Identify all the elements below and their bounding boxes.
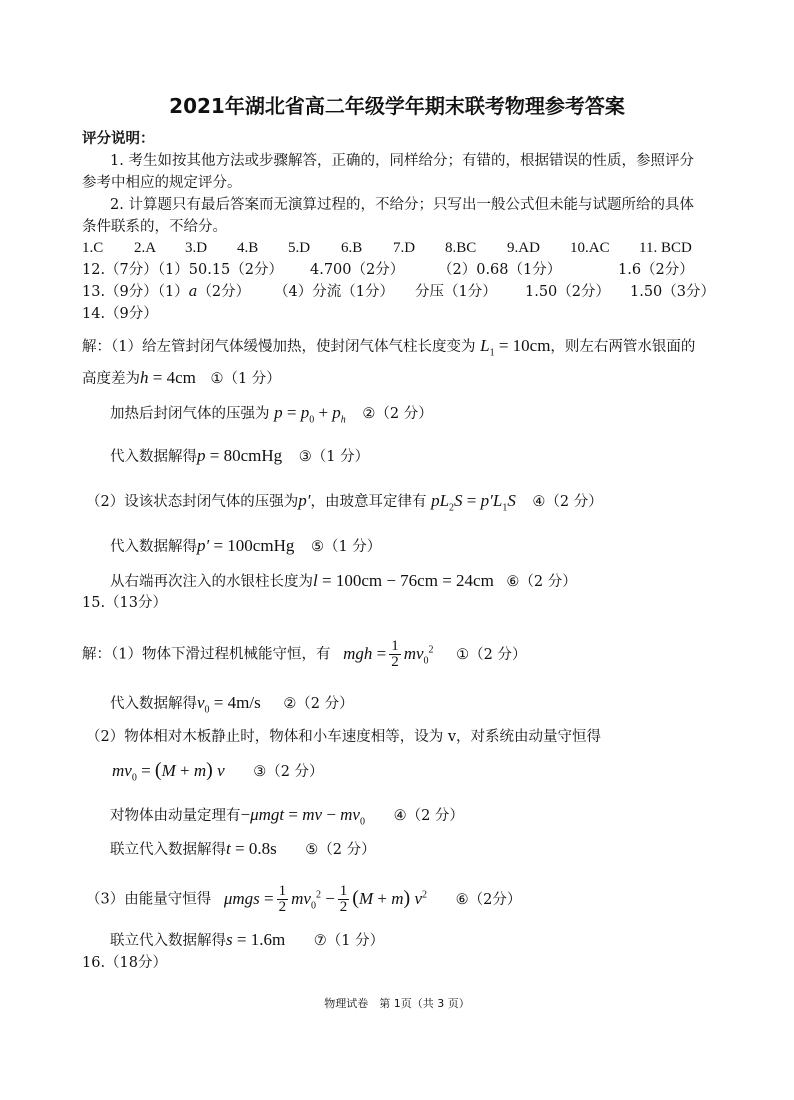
choice-answer: 4.B xyxy=(237,240,259,256)
choice-answer: 6.B xyxy=(341,240,363,256)
q13-part3: 分压（1分） xyxy=(415,284,497,300)
q15-mark-1: ①（2 分） xyxy=(456,646,527,663)
q14-line-6: 代入数据解得p′ = 100cmHg ⑤（1 分） xyxy=(110,536,382,555)
q13-part5: 1.50（3分） xyxy=(630,284,716,300)
q15-mark-4: ④（2 分） xyxy=(393,808,464,824)
choice-answer: 3.D xyxy=(185,240,208,256)
q14-heading: 14.（9分） xyxy=(82,306,158,322)
page-title: 2021年湖北省高二年级学年期末联考物理参考答案 xyxy=(169,94,625,118)
q13-part4: 1.50（2分） xyxy=(525,284,611,300)
choice-answer: 7.D xyxy=(393,240,416,256)
choice-answer: 1.C xyxy=(82,240,104,256)
q13-part2: （4）分流（1分） xyxy=(274,284,394,300)
q13-part1: 13.（9分）（1） xyxy=(82,284,189,300)
q14-mark-5: ⑤（1 分） xyxy=(310,539,382,555)
scoring-rule-1a: 1. 考生如按其他方法或步骤解答，正确的，同样给分；有错的，根据错误的性质，参照评分 xyxy=(110,153,694,169)
q12-part3: （2）0.68（1分） xyxy=(438,262,562,278)
choice-answer: 2.A xyxy=(134,240,157,256)
q12-part4: 1.6（2分） xyxy=(618,262,694,278)
q16-heading: 16.（18分） xyxy=(82,955,168,971)
q14-line-7: 从右端再次注入的水银柱长度为l = 100cm − 76cm = 24cm ⑥（2 分） xyxy=(110,571,577,590)
q13-part1-score: （2分） xyxy=(197,284,251,300)
q14-eq-l: l = 100cm − 76cm = 24cm xyxy=(313,571,494,590)
q15-mark-3: ③（2 分） xyxy=(253,764,324,780)
choice-answer: 5.D xyxy=(288,240,311,256)
q15-line-4 xyxy=(112,761,324,787)
q15-mark-6: ⑥（2分） xyxy=(455,891,522,908)
choice-answer: 9.AD xyxy=(507,240,540,256)
q12-part2: 4.700（2分） xyxy=(310,262,405,278)
q14-eq-p-prime-value: p′ = 100cmHg xyxy=(197,536,295,555)
q12-part1: 12.（7分）（1）50.15（2分） xyxy=(82,262,283,278)
q15-eq-v0: $v_0 = 4m/s$ xyxy=(197,693,261,716)
q15-mark-2: ②（2 分） xyxy=(283,696,354,712)
q14-mark-6: ⑥（2 分） xyxy=(506,574,577,590)
q14-eq-p: $p = p_0 + p_h$ xyxy=(274,403,346,426)
q15-eq-impulse: −μmgt = mv − $mv_0$ xyxy=(240,805,365,828)
q13-var-a: a xyxy=(188,284,198,300)
q15-line-8: 联立代入数据解得s = 1.6m ⑦（1 分） xyxy=(110,930,385,949)
q15-line-1: 解：（1）物体下滑过程机械能守恒，有 mgh = $\frac{1}{2}$ $mv_0^2$ ①（2 分） xyxy=(82,638,527,670)
q15-eq-energy: mgh = xyxy=(343,643,387,663)
q13-line xyxy=(82,283,716,301)
q15-eq-energy-conservation: μmgs = xyxy=(223,888,274,908)
scoring-heading: 评分说明： xyxy=(82,131,155,147)
choice-answer: 11. BCD xyxy=(639,240,692,256)
q14-line-3: 加热后封闭气体的压强为 $p = p_0 + p_h$ ②（2 分） xyxy=(110,403,433,426)
q14-line-2: 高度差为h = 4cm ①（1 分） xyxy=(82,368,281,387)
q15-mark-5: ⑤（2 分） xyxy=(305,842,376,858)
q15-line-2: 代入数据解得$v_0 = 4m/s$ ②（2 分） xyxy=(110,693,354,716)
q15-line-7: （3）由能量守恒得 μmgs = $\frac{1}{2}$ $mv_0^2$ − $\frac{1}{2}$ (M + m) $v^2$ ⑥（2分） xyxy=(86,883,522,915)
q15-eq-t: t = 0.8s xyxy=(226,839,277,858)
q12-line xyxy=(82,261,694,279)
q15-mark-7: ⑦（1 分） xyxy=(313,933,385,949)
q14-mark-2: ②（2 分） xyxy=(362,406,433,422)
q14-eq-h: h = 4cm xyxy=(140,368,196,387)
scoring-rule-1b: 参考中相应的规定评分。 xyxy=(82,175,242,191)
q14-var-p-prime: p′ xyxy=(298,491,311,510)
scoring-rule-2a: 2. 计算题只有最后答案而无演算过程的，不给分；只写出一般公式但未能与试题所给的具体 xyxy=(110,197,694,213)
choice-answer: 10.AC xyxy=(570,240,610,256)
fraction-half: $\frac{1}{2}$ xyxy=(278,883,287,915)
q15-line-3: （2）物体相对木板静止时，物体和小车速度相等，设为 v，对系统由动量守恒得 xyxy=(86,729,602,745)
fraction-half: $\frac{1}{2}$ xyxy=(391,638,399,670)
page-footer: 物理试卷 第 1页（共 3 页） xyxy=(324,997,470,1010)
scoring-rule-2b: 条件联系的，不给分。 xyxy=(82,219,227,235)
q15-heading: 15.（13分） xyxy=(82,595,168,611)
q14-mark-4: ④（2 分） xyxy=(532,494,603,510)
q14-mark-3: ③（1 分） xyxy=(298,449,370,465)
choice-answer: 8.BC xyxy=(445,240,477,256)
q15-line-6: 联立代入数据解得t = 0.8s ⑤（2 分） xyxy=(110,839,376,858)
q14-mark-1: ①（1 分） xyxy=(210,371,281,387)
q15-eq-s: s = 1.6m xyxy=(226,930,286,949)
q14-eq-p-value: p = 80cmHg xyxy=(197,446,283,465)
q14-eq-boyle: $pL_2S = p'L_1S$ xyxy=(431,491,516,514)
q15-eq-momentum: $mv_0 = (M + m)$ v xyxy=(112,759,225,784)
fraction-half: $\frac{1}{2}$ xyxy=(339,883,348,915)
q15-line-5: 对物体由动量定理有−μmgt = mv − $mv_0$ ④（2 分） xyxy=(110,805,464,828)
q14-line-1: 解：（1）给左管封闭气体缓慢加热，使封闭气体气柱长度变为 $L_1 = 10cm$，则左右两管水银面的 xyxy=(82,336,696,359)
q14-eq-l1: $L_1 = 10cm$ xyxy=(480,336,551,359)
q14-line-5: （2）设该状态封闭气体的压强为p′，由玻意耳定律有 $pL_2S = p'L_1S$ ④（2 分） xyxy=(86,491,603,514)
q14-line-4: 代入数据解得p = 80cmHg ③（1 分） xyxy=(110,446,370,465)
